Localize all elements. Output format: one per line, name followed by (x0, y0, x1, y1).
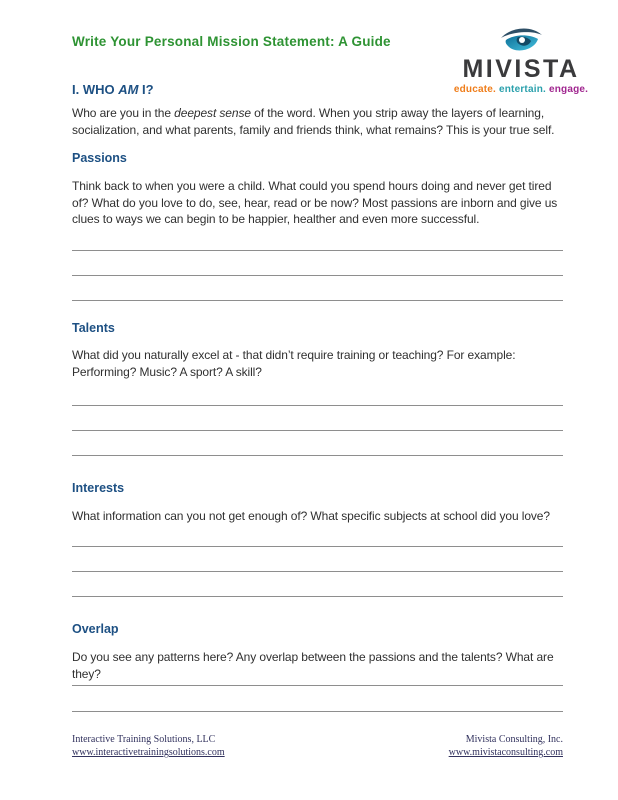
tagline-educate: educate. (453, 84, 496, 95)
section-heading-passions: Passions (72, 151, 127, 165)
eye-icon (498, 26, 544, 56)
section-heading-talents: Talents (72, 321, 115, 335)
answer-line (72, 685, 563, 686)
document-title: Write Your Personal Mission Statement: A Guide (72, 34, 391, 49)
answer-line (72, 596, 563, 597)
mivista-logo (443, 26, 599, 95)
interests-paragraph: What information can you not get enough of? What specific subjects at school did you love? (72, 509, 550, 523)
answer-line (72, 571, 563, 572)
answer-line (72, 250, 563, 251)
who-body-post: of the word. When you strip away the layers of learning, socialization, and what parents, family and friends think, what remains? This is your true self. (72, 106, 555, 137)
overlap-paragraph: Do you see any patterns here? Any overlap between the passions and the talents? What are they? (72, 650, 554, 681)
who-paragraph (72, 105, 563, 138)
who-body-pre: Who are you in the (72, 106, 175, 120)
answer-line (72, 455, 563, 456)
passions-paragraph: Think back to when you were a child. What could you spend hours doing and never get tired of? What do you love to do, see, hear, read or be now? Most passions are inborn and give us clues to ways we can begin to be happier, healther and even more successful. (72, 179, 558, 226)
who-heading-post: I? (138, 82, 154, 97)
answer-line (72, 275, 563, 276)
tagline-entertain: entertain. (498, 84, 546, 95)
logo-wordmark: MIVISTA (462, 55, 580, 83)
section-heading-who-am-i (72, 82, 154, 97)
answer-line (72, 405, 563, 406)
who-body-italic: deepest sense (174, 106, 251, 120)
who-heading-italic: AM (118, 82, 139, 97)
logo-tagline (443, 84, 599, 95)
answer-line (72, 546, 563, 547)
answer-line (72, 300, 563, 301)
footer-company-right: Mivista Consulting, Inc. (465, 734, 563, 745)
section-heading-overlap: Overlap (72, 622, 119, 636)
section-heading-interests: Interests (72, 481, 125, 495)
answer-line (72, 430, 563, 431)
answer-line (72, 711, 563, 712)
footer-company-left: Interactive Training Solutions, LLC (72, 734, 216, 745)
footer-right (449, 733, 563, 759)
talents-paragraph: What did you naturally excel at - that didn’t require training or teaching? For example: Performing? Music? A sport? A skill? (72, 348, 516, 379)
footer-link-left[interactable]: www.interactivetrainingsolutions.com (72, 747, 225, 758)
footer-left (72, 733, 225, 759)
who-heading-pre: I. WHO (72, 82, 119, 97)
footer-link-right[interactable]: www.mivistaconsulting.com (448, 747, 563, 758)
tagline-engage: engage. (548, 84, 589, 95)
